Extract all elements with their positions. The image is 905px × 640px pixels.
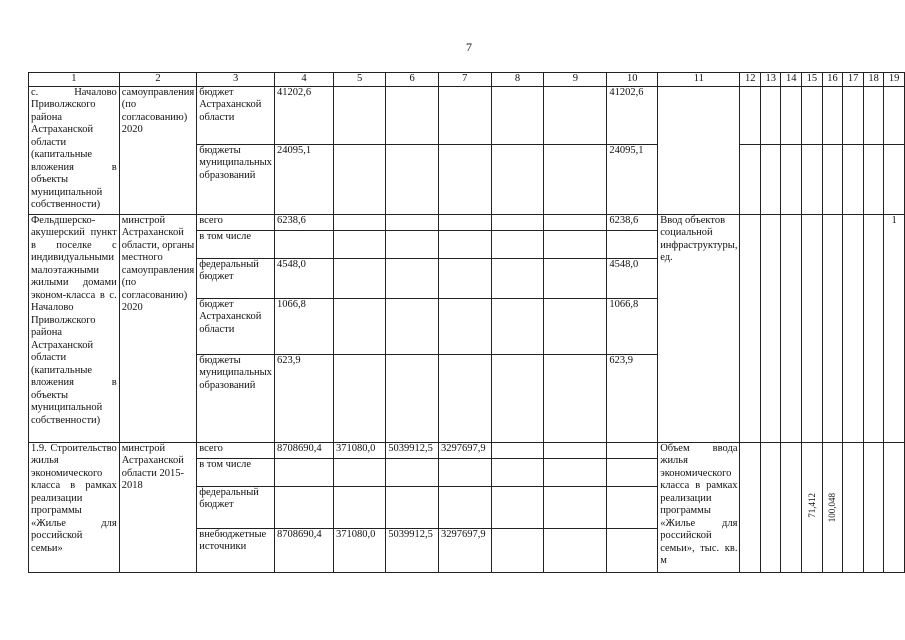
value-cell: 8708690,4 bbox=[274, 442, 333, 458]
table-row bbox=[29, 86, 905, 144]
value-cell: 4548,0 bbox=[607, 258, 658, 298]
value-cell: 5039912,5 bbox=[386, 442, 439, 458]
header-cell: 15 bbox=[801, 73, 822, 87]
header-cell: 8 bbox=[491, 73, 544, 87]
value-cell: 1066,8 bbox=[607, 298, 658, 354]
header-cell: 12 bbox=[740, 73, 761, 87]
object-cell: Фельдшерско-акушерский пункт в поселке с индивидуальными малоэтажными жилыми домами эконом-класса в с. Началово Приволжского района Астраханской области (капитальные вложения в объекты муниципальной собственности) bbox=[29, 214, 120, 442]
source-cell: в том числе bbox=[197, 230, 275, 258]
table-row bbox=[29, 214, 905, 230]
executor-cell: минстрой Астраханской области, органы местного самоуправления (по согласованию) 2020 bbox=[119, 214, 197, 442]
value-cell: 623,9 bbox=[607, 354, 658, 442]
value-cell: 3297697,9 bbox=[438, 442, 491, 458]
source-cell: бюджеты муниципальных образований bbox=[197, 144, 275, 214]
header-cell: 1 bbox=[29, 73, 120, 87]
value-cell: 3297697,9 bbox=[438, 528, 491, 572]
program-table bbox=[28, 72, 905, 573]
header-cell: 13 bbox=[760, 73, 781, 87]
indicator-cell: Объем ввода жилья экономического класса в рамках реализации программы «Жилье для российской семьи», тыс. кв. м bbox=[658, 442, 740, 572]
value-cell: 371080,0 bbox=[334, 528, 386, 572]
value-cell: 100,048 bbox=[827, 492, 838, 522]
source-cell: в том числе bbox=[197, 458, 275, 486]
value-cell: 1 bbox=[884, 214, 905, 442]
header-cell: 16 bbox=[822, 73, 843, 87]
value-cell: 71,412 bbox=[806, 492, 817, 518]
header-cell: 4 bbox=[274, 73, 333, 87]
value-cell: 41202,6 bbox=[274, 86, 333, 144]
header-cell: 10 bbox=[607, 73, 658, 87]
value-cell: 6238,6 bbox=[607, 214, 658, 230]
value-cell: 6238,6 bbox=[274, 214, 333, 230]
source-cell: федеральный бюджет bbox=[197, 258, 275, 298]
value-cell: 371080,0 bbox=[334, 442, 386, 458]
object-cell: с. Началово Приволжского района Астраханской области (капитальные вложения в объекты муниципальной собственности) bbox=[29, 86, 120, 214]
page-number: 7 bbox=[466, 40, 472, 54]
value-cell: 24095,1 bbox=[607, 144, 658, 214]
source-cell: бюджет Астраханской области bbox=[197, 298, 275, 354]
source-cell: федеральный бюджет bbox=[197, 486, 275, 528]
value-cell: 41202,6 bbox=[607, 86, 658, 144]
value-cell: 4548,0 bbox=[274, 258, 333, 298]
executor-cell: самоуправления (по согласованию) 2020 bbox=[119, 86, 197, 214]
header-cell: 9 bbox=[544, 73, 607, 87]
header-cell: 7 bbox=[438, 73, 491, 87]
executor-cell: минстрой Астраханской области 2015-2018 bbox=[119, 442, 197, 572]
object-cell: 1.9. Строительство жилья экономического класса в рамках реализации программы «Жилье для российской семьи» bbox=[29, 442, 120, 572]
header-cell: 14 bbox=[781, 73, 802, 87]
header-cell: 5 bbox=[334, 73, 386, 87]
source-cell: бюджет Астраханской области bbox=[197, 86, 275, 144]
header-cell: 18 bbox=[863, 73, 884, 87]
source-cell: внебюджетные источники bbox=[197, 528, 275, 572]
header-cell: 3 bbox=[197, 73, 275, 87]
header-cell: 11 bbox=[658, 73, 740, 87]
header-row bbox=[29, 73, 905, 87]
value-cell: 24095,1 bbox=[274, 144, 333, 214]
header-cell: 17 bbox=[843, 73, 864, 87]
source-cell: бюджеты муниципальных образований bbox=[197, 354, 275, 442]
table-row bbox=[29, 442, 905, 458]
value-cell: 1066,8 bbox=[274, 298, 333, 354]
source-cell: всего bbox=[197, 214, 275, 230]
value-cell: 5039912,5 bbox=[386, 528, 439, 572]
indicator-cell: Ввод объектов социальной инфраструктуры, ед. bbox=[658, 214, 740, 442]
value-cell: 623,9 bbox=[274, 354, 333, 442]
header-cell: 6 bbox=[386, 73, 439, 87]
source-cell: всего bbox=[197, 442, 275, 458]
header-cell: 19 bbox=[884, 73, 905, 87]
header-cell: 2 bbox=[119, 73, 197, 87]
value-cell: 8708690,4 bbox=[274, 528, 333, 572]
